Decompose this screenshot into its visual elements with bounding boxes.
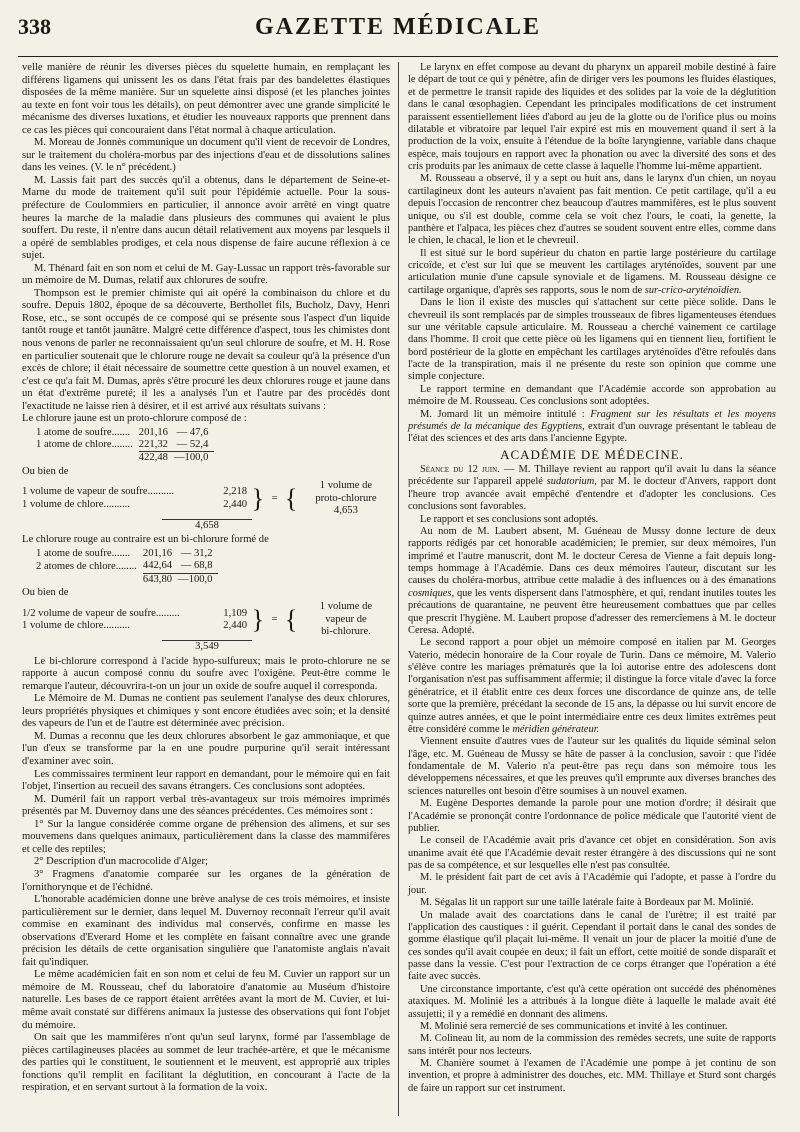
equation-result: vapeur de — [325, 613, 367, 625]
table-cell-value: 442,64 — [142, 560, 173, 572]
equation-value: 1,109 — [223, 607, 248, 619]
brace-glyph: { — [284, 483, 298, 513]
table-cell-label: 1 atome de soufre....... — [36, 548, 131, 560]
paragraph: Une circonstance importante, c'est qu'à cette opération ont succédé des phénomènes ataxiques. M. Molinié les a attribués à la longue diète à laquelle le malade avait été assujetti; il y a remédié en donnant des alimens. — [408, 983, 776, 1020]
paragraph: 3° Fragmens d'anatomie comparée sur les organes de la génération de l'ornithorynque et de l'échidné. — [22, 868, 390, 893]
table-total-value: 422,48 — [139, 452, 174, 465]
paragraph: M. Molinié sera remercié de ses communications et invité à les continuer. — [420, 1020, 728, 1032]
table-cell-label: 1 atome de chlore........ — [36, 439, 133, 451]
paragraph: M. Colineau lit, au nom de la commission des remèdes secrets, une suite de rapports sans intérêt pour nos lecteurs. — [408, 1033, 776, 1057]
italic-term: cosmiques — [408, 587, 452, 599]
paragraph: Le conseil de l'Académie avait pris d'avance cet objet en considération. Son avis unanime avait été que l'Académie devait rester étrangère à des discussions qui ne sont pas de sa compétence, et sur lesquelles elle n'est pas consultée. — [408, 835, 776, 871]
paragraph: Le Mémoire de M. Dumas ne contient pas seulement l'analyse des deux chlorures, leurs propriétés physiques et chimiques y sont encore étudiées avec soin; et la densité des vapeurs de l'un et de l'autre est déterminée avec précision. — [22, 693, 390, 730]
section-title: ACADÉMIE DE MÉDECINE. — [500, 446, 684, 462]
paragraph: M. Moreau de Jonnès communique un document qu'il vient de recevoir de Londres, sur le traitement du choléra-morbus par des injections d'eau et de dissolutions salines dans les veines. (V. le n° précédent.) — [22, 137, 390, 174]
paragraph-text: , extrait d'un ouvrage présentant le tableau de l'état des sciences et des arts dans l'ancienne Egypte. — [408, 420, 776, 445]
paragraph-text: Au nom de M. Laubert absent, M. Guéneau de Mussy donne lecture de deux rapports rédigés par cet honorable académicien; le premier, sur deux mémoires, l'un imprimé et l'autre manuscrit, dont M. le docteur Ceresa de Vienne a fait depuis long-temps hommage à l'Académie. Dans ces deux mémoires l'auteur, discutant sur les causes du choléra-morbus, attribue cette maladie à des influences ou à des émanations — [408, 525, 776, 587]
equation-term: 1/2 volume de vapeur de soufre......... — [22, 607, 180, 619]
equation-value: 2,440 — [223, 498, 248, 510]
equals-sign: = — [271, 613, 278, 625]
paragraph: Un malade avait des coarctations dans le canal de l'urètre; il est traité par l'application des caustiques : il guérit. Cependant il portait dans le canal des sondes de gomme élastique qu'il plaçait lui-même. Il venait un jour de placer la moitié d'une de ces sondes qu'il avait coupée en deux; il fait un effort, cette moitié de sonde disparaît et passe dans la vessie. C'est pour l'extraction de ce corps étranger que l'opération a été faite avec succès. — [408, 909, 776, 983]
paragraph — [408, 526, 776, 637]
paragraph: M. Thénard fait en son nom et celui de M. Gay-Lussac un rapport très-favorable sur un mémoire de M. Dumas, relatif aux chlorures de soufre. — [22, 262, 390, 287]
table-row — [36, 560, 218, 573]
paragraph: Le même académicien fait en son nom et celui de feu M. Cuvier un rapport sur un mémoire de M. Rousseau, chef du laboratoire d'anatomie au Muséum d'histoire naturelle. Les bases de ce rapport étaient arrêtées avant la mort de M. Cuvier, et lui-même avait constaté sur différens animaux la justesse des observations qui font l'objet du mémoire. — [22, 969, 390, 1031]
table-cell-label: 1 atome de soufre....... — [36, 426, 131, 438]
paragraph: 1° Sur la langue considérée comme organe de préhension des alimens, et sur ses mouvemens dans quelques animaux, particulièrement dans la classe des mammifères et celle des reptiles; — [22, 818, 390, 855]
table-row — [36, 548, 218, 560]
brace-glyph: } — [251, 604, 265, 634]
equation-result: 1 volume de — [319, 601, 373, 613]
paragraph: 2° Description d'un macrocolide d'Alger; — [34, 856, 208, 868]
equation-result: bi-chlorure. — [321, 626, 371, 638]
left-column — [22, 62, 390, 1095]
table-caption: Le chlorure rouge au contraire est un bi-chlorure formé de — [22, 534, 269, 546]
paragraph — [408, 248, 776, 298]
table-cell-percent: — 68,8 — [180, 560, 213, 572]
table-total-value: 643,80 — [143, 573, 178, 586]
equation-result: 1 volume de — [319, 480, 373, 492]
ou-bien-label: Ou bien de — [22, 586, 69, 598]
paragraph: M. Chanière soumet à l'examen de l'Académie une pompe à jet continu de son invention, et propre à administrer des douches, etc. MM. Thillaye et Sturd sont chargés de faire un rapport sur cet instrument. — [408, 1058, 776, 1094]
paragraph: M. Duméril fait un rapport verbal très-avantageux sur trois mémoires imprimés présentés par M. Duvernoy dans une des séances précédentes. Ces mémoires sont : — [22, 793, 390, 818]
page-header — [18, 14, 778, 54]
paragraph: Le rapport et ses conclusions sont adoptés. — [420, 513, 599, 525]
equation-value: 2,218 — [223, 486, 248, 498]
paragraph: Le larynx en effet compose au devant du pharynx un appareil mobile destiné à faire le départ de tout ce qui y pénètre, afin de diriger vers les poumons les fluides élastiques, et de permettre le transit rapide des liquides et des solides par la voie de la déglutition dans le canal œsophagien. Cependant les principales modifications de cet instrument paraissent essentiellement liées d'abord au jeu de la glotte ou de l'orifice plus ou moins dilatable et vibratoire par lequel l'air expiré est mis en mouvement quand il sert à la production de la voix, ensuite à l'étendue de la boîte laryngienne, variable dans chaque espèce, mais toujours en rapport avec la phonation ou avec la diversité des sons et des cris produits par les animaux de cette classe à laquelle l'homme lui-même appartient. — [408, 62, 776, 172]
equation-result: proto-chlorure — [315, 492, 377, 504]
brace-glyph: } — [251, 483, 265, 513]
composition-table-yellow — [36, 427, 214, 465]
equation-value: 2,440 — [223, 619, 248, 631]
session-date: Séance du 12 juin. — [420, 464, 500, 475]
paragraph: Le rapport termine en demandant que l'Académie accorde son approbation au mémoire de M. Rousseau. Ces conclusions sont adoptées. — [408, 383, 776, 408]
paragraph: M. Ségalas lit un rapport sur une taille latérale faite à Bordeaux par M. Molinié. — [420, 897, 754, 909]
paragraph: L'honorable académicien donne une brève analyse de ces trois mémoires, et insiste particulièrement sur le dernier, dans lequel M. Duvernoy reconnaît l'erreur qu'il avait commise en examinant des individus mal conservés, confirme en masse les observations d'Everard Home et les complète en faisant connaître avec une grande précision les détails de cette organisation singulière que l'anatomiste anglais n'avait fait qu'indiquer. — [22, 894, 390, 968]
volume-equation-1 — [22, 480, 390, 517]
paragraph: Dans le lion il existe des muscles qui s'attachent sur cette pièce solide. Dans le chevreuil ils sont remplacés par de simples trousseaux de fibres ligamenteuses étendues sur une véritable capsule articulaire. M. Rousseau a cherché vainement ce cartilage dans l'homme. Il croit que cette pièce où les ligamens qui en tiennent lieu, fortifient le bord postérieur de la glotte en empêchant les cartilages aryténoïdes d'être refoulés dans l'acte de la transpiration, mais il ne présente du reste son opinion que comme une simple conjecture. — [408, 297, 776, 383]
paragraph: Les commissaires terminent leur rapport en demandant, pour le mémoire qui en fait l'objet, l'insertion au recueil des savans étrangers. Ces conclusions sont adoptées. — [22, 768, 390, 793]
paragraph: velle manière de réunir les diverses pièces du squelette humain, en remplaçant les différens ligamens qui unissent les os dans l'état frais par des bandelettes élastiques disposées de la même manière. Sur un squelette ainsi disposé (et les planches jointes au texte en font voir tous les détails), on peut démontrer avec une grande simplicité le mécanisme des diverses luxations, et étudier les nouveaux rapports que prennent dans ce cas les pièces qui concouraient dans l'état normal à chaque articulation. — [22, 62, 390, 136]
page-number: 338 — [18, 14, 51, 39]
paragraph: M. le président fait part de cet avis à l'Académie qui l'adopte, et passe à l'ordre du jour. — [408, 872, 776, 896]
paragraph-text: , par M. le docteur d'Anvers, rapport dont l'heure trop avancée avait empêché d'entendre et d'adopter les conclusions. Ces conclusions sont favorables. — [408, 476, 776, 513]
table-total-row — [36, 573, 218, 586]
table-cell-value: 201,16 — [142, 548, 173, 560]
page-title: GAZETTE MÉDICALE — [254, 14, 542, 40]
table-cell-percent: — 52,4 — [176, 439, 209, 451]
paragraph — [408, 464, 776, 514]
paragraph: M. Lassis fait part des succès qu'il a obtenus, dans le département de Seine-et-Marne du mode de traitement qu'il suit pour l'épidémie actuelle. Pour la sous-préfecture de Coulommiers en particulier, il annonce avoir arrêté en vingt quatre heures la marche de la maladie dans plusieurs des communes qui avaient le plus souffert. Du reste, il n'entre dans aucun détail relativement aux moyens par lesquels il a opéré de semblables prodiges, et cela nous dispense de faire aucune réflexion à ce sujet. — [22, 174, 390, 262]
table-total-row — [36, 452, 214, 465]
paragraph: Thompson est le premier chimiste qui ait opéré la combinaison du chlore et du soufre. Depuis 1802, époque de sa découverte, Berthollet fils, Bucholz, Davy, Henri Rose, etc., se sont occupés de ce composé qui se présente sous l'aspect d'un liquide tantôt rouge et tantôt jaunâtre. Malgré cette différence d'aspect, tous les chimistes dont nous venons de parler ne reconnaissaient qu'un seul chlorure de soufre, et M. H. Rose en particulier soutenait que le chlorure rouge ne devait sa couleur qu'à la présence d'un excès de chlore; il était nécessaire de soumettre cette question à un nouvel examen, et c'est ce qu'a fait M. Dumas, après s'être procuré les deux chlorures rouge et jaune dans un état d'extrême pureté; il les a analysés l'un et l'autre par des procédés dont l'exactitude ne laisse rien à désirer, et il est arrivé aux résultats suivans : — [22, 287, 390, 412]
table-row — [36, 427, 214, 439]
italic-term: méridien générateur. — [512, 723, 600, 735]
header-rule — [18, 56, 778, 57]
paragraph: On sait que les mammifères n'ont qu'un seul larynx, formé par l'assemblage de pièces cartilagineuses placées au sommet de leur trachée-artère, et que le mécanisme des parties qui le constituent, le soutiennent et le meuvent, est approprié aux triples fonctions qu'il remplit en facilitant la déglutition, en concourant à l'acte de la respiration, et en servant surtout à la formation de la voix. — [22, 1032, 390, 1094]
table-total-percent: —100,0 — [174, 452, 214, 465]
italic-term: sur-crico-aryténoïdien. — [644, 284, 742, 296]
italic-title: Fragment sur les résultats et les moyens présumés de la mécanique des Egyptiens — [408, 408, 776, 432]
paragraph-text: — M. Thillaye revient au rapport qu'il avait lu dans la séance précédente sur l'appareil appelé — [408, 464, 776, 488]
paragraph: M. Eugène Desportes demande la parole pour une motion d'ordre; il désirait que l'Académie se prononçât contre l'ordonnance de police médicale que l'autorité vient de publier. — [408, 798, 776, 834]
equation-result: 4,653 — [334, 504, 358, 516]
equals-sign: = — [271, 492, 278, 504]
paragraph: Viennent ensuite d'autres vues de l'auteur sur les qualités du liquide séminal selon l'âge, etc. M. Guéneau de Mussy se hâte de passer à la conclusion, savoir : que l'idée fondamentale de M. Valerio n'a peut-être pas reçu dans son mémoire tous les développemens nécessaires, et que les preuves qu'il emprunte aux diverses branches des sciences naturelles ont besoin d'être soumises à un nouvel examen. — [408, 736, 776, 797]
equation-sum: 4,658 — [162, 519, 252, 532]
paragraph: Le bi-chlorure correspond à l'acide hypo-sulfureux; mais le proto-chlorure ne se rapporte à aucun composé connu du soufre avec l'oxigène. Peut-être comme le remarque l'auteur, découvrira-t-on un jour un oxide de soufre auquel il corresponda. — [22, 655, 390, 692]
equation-term: 1 volume de chlore.......... — [22, 619, 130, 631]
paragraph — [408, 637, 776, 736]
composition-table-red — [36, 548, 218, 586]
paragraph-text: , que les vents dispersent dans l'atmosphère, et qui, rendant inutiles toutes les précautions de quarantaine, ne peuvent être heureusement combattues que par celles que prescrit l'hygiène. M. Laubert propose d'adresser des remercîemens à M. le docteur Ceresa. Adopté. — [408, 587, 776, 636]
equation-term: 1 volume de vapeur de soufre.......... — [22, 486, 175, 498]
ou-bien-label: Ou bien de — [22, 465, 69, 477]
column-divider — [398, 62, 399, 1116]
equation-sum: 3,549 — [162, 640, 252, 653]
right-column — [408, 62, 776, 1095]
table-caption: Le chlorure jaune est un proto-chlorure composé de : — [22, 413, 247, 425]
italic-term: sudatorium — [546, 476, 595, 488]
table-total-percent: —100,0 — [178, 573, 218, 586]
table-cell-percent: — 47,6 — [176, 426, 209, 438]
volume-equation-2 — [22, 601, 390, 638]
equation-term: 1 volume de chlore.......... — [22, 498, 130, 510]
paragraph — [408, 409, 776, 446]
table-cell-percent: — 31,2 — [180, 548, 213, 560]
paragraph-text: Il est situé sur le bord supérieur du chaton en partie large postérieure du cartilage cricoïde, et c'est sur lui que se meuvent les cartilages aryténoïdes, souvent par une articulation munie d'une capsule synoviale et de ligamens. M. Rousseau désigne ce cartilage organique, d'après ses rapports, sous le nom de — [408, 247, 776, 296]
table-cell-value: 201,16 — [138, 426, 168, 438]
paragraph: M. Rousseau a observé, il y a sept ou huit ans, dans le larynx d'un chien, un noyau cartilagineux dont les auteurs n'avaient pas fait mention. Ce petit cartilage, qu'il a eu depuis l'occasion de rencontrer chez beaucoup d'autres mammifères, est le plus souvent unique, ou s'il est double, comme cela se voit chez l'ours, le coati, la genette, la panthère et l'alpaca, les pièces chez d'autres se soudent souvent entre elles, comme dans le chien, le chacal, le lion et le chevreuil. — [408, 173, 776, 247]
table-row — [36, 439, 214, 452]
table-cell-value: 221,32 — [138, 439, 168, 451]
brace-glyph: { — [284, 604, 298, 634]
table-cell-label: 2 atomes de chlore........ — [36, 560, 137, 572]
paragraph-text: Le second rapport a pour objet un mémoire composé en italien par M. Georges Vaterio, médecin honoraire de la Cour royale de Turin. Dans ce mémoire, M. Valerio s'élève contre les mariages prématurés que la loi autorise entre des adolescens dont l'organisation n'est pas suffisamment affermie; il distingue la force vitale d'avec la force génératrice, et il établit entre ces deux forces une discordance de quinze ans, de telle sorte que la première, précédant la seconde de 15 ans, la dépasse ou lui survit encore de quinze autres années, et que le point intermédiaire entre ces deux limites extrêmes peut être considéré comme le — [408, 637, 776, 735]
paragraph-text: M. Jomard lit un mémoire intitulé : — [420, 408, 585, 420]
paragraph: M. Dumas a reconnu que les deux chlorures absorbent le gaz ammoniaque, et que l'un d'eux se transforme par la en une poudre purpurine qu'il serait intéressant d'examiner avec soin. — [22, 730, 390, 768]
